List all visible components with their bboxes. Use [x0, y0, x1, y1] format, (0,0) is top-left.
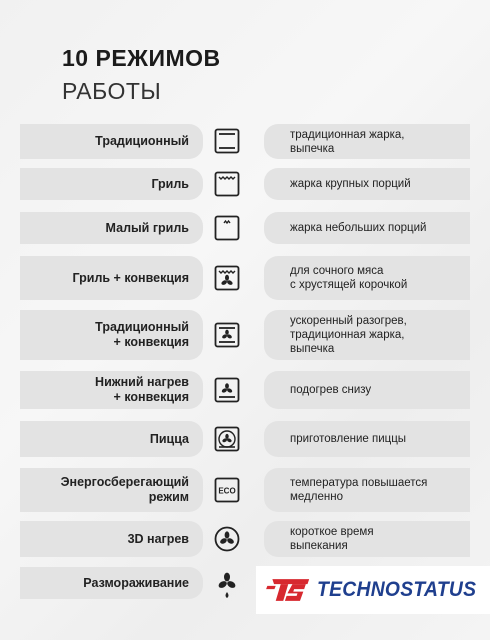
mode-name: Энергосберегающий режим	[60, 475, 189, 504]
mode-name-pill	[20, 521, 203, 557]
oven-grill-icon	[214, 171, 240, 197]
mode-desc: для сочного мяса с хрустящей корочкой	[290, 265, 408, 291]
mode-name: Нижний нагрев + конвекция	[95, 375, 189, 404]
mode-desc-pill	[264, 256, 470, 300]
mode-name: Традиционный	[95, 134, 189, 148]
mode-name: Размораживание	[83, 575, 189, 590]
mode-row-traditional	[0, 124, 490, 159]
mode-name-pill	[20, 256, 203, 300]
mode-name-pill	[20, 468, 203, 512]
defrost-icon	[214, 570, 240, 602]
mode-name-pill	[20, 310, 203, 360]
mode-name-pill	[20, 212, 203, 244]
eco-icon	[214, 477, 240, 503]
eco-icon-label: ECO	[218, 486, 236, 496]
mode-desc: жарка небольших порций	[290, 222, 427, 234]
oven-bottom-fan-icon	[214, 377, 240, 403]
mode-desc-pill	[264, 212, 470, 244]
brand-name: TECHNOSTATUS	[316, 578, 477, 601]
mode-desc: ускоренный разогрев, традиционная жарка, выпечка	[290, 315, 407, 355]
mode-row-grill	[0, 168, 490, 200]
heading-line-2: РАБОТЫ	[62, 78, 162, 104]
mode-name: Гриль	[151, 176, 189, 191]
oven-traditional-fan-icon	[214, 322, 240, 348]
mode-name: Малый гриль	[105, 220, 189, 235]
mode-desc: традиционная жарка, выпечка	[290, 128, 405, 155]
mode-desc-pill	[264, 124, 470, 159]
mode-desc: температура повышается медленно	[290, 477, 428, 503]
mode-row-traditional-convection	[0, 310, 490, 360]
mode-name: 3D нагрев	[127, 531, 189, 546]
brand-logo	[256, 566, 490, 614]
mode-row-3d-heating	[0, 521, 490, 557]
mode-name: Традиционный + конвекция	[95, 320, 189, 349]
mode-row-energy-saving	[0, 468, 490, 512]
mode-name-pill	[20, 371, 203, 409]
mode-row-pizza	[0, 421, 490, 457]
mode-name: Пицца	[149, 431, 189, 446]
mode-name-pill	[20, 421, 203, 457]
oven-top-bottom-icon	[214, 128, 240, 154]
brand-mark-icon	[264, 573, 311, 607]
mode-row-bottom-convection	[0, 371, 490, 409]
mode-desc-pill	[264, 468, 470, 512]
mode-name-pill	[20, 567, 203, 599]
mode-desc: приготовление пиццы	[290, 433, 407, 445]
oven-grill-fan-icon	[214, 265, 240, 291]
mode-desc-pill	[264, 521, 470, 557]
mode-row-grill-convection	[0, 256, 490, 300]
mode-desc-pill	[264, 310, 470, 360]
oven-small-grill-icon	[214, 215, 240, 241]
mode-desc-pill	[264, 371, 470, 409]
mode-desc-pill	[264, 421, 470, 457]
mode-desc: подогрев снизу	[290, 384, 372, 396]
mode-name-pill	[20, 124, 203, 159]
heading-line-1: 10 РЕЖИМОВ	[62, 45, 221, 71]
mode-name-pill	[20, 168, 203, 200]
mode-desc-pill	[264, 168, 470, 200]
oven-pizza-icon	[214, 426, 240, 452]
fan-3d-icon	[214, 526, 240, 552]
mode-row-small-grill	[0, 212, 490, 244]
mode-desc: короткое время выпекания	[290, 526, 374, 552]
mode-name: Гриль + конвекция	[72, 270, 189, 285]
page-heading	[62, 44, 221, 106]
mode-desc: жарка крупных порций	[290, 178, 411, 190]
